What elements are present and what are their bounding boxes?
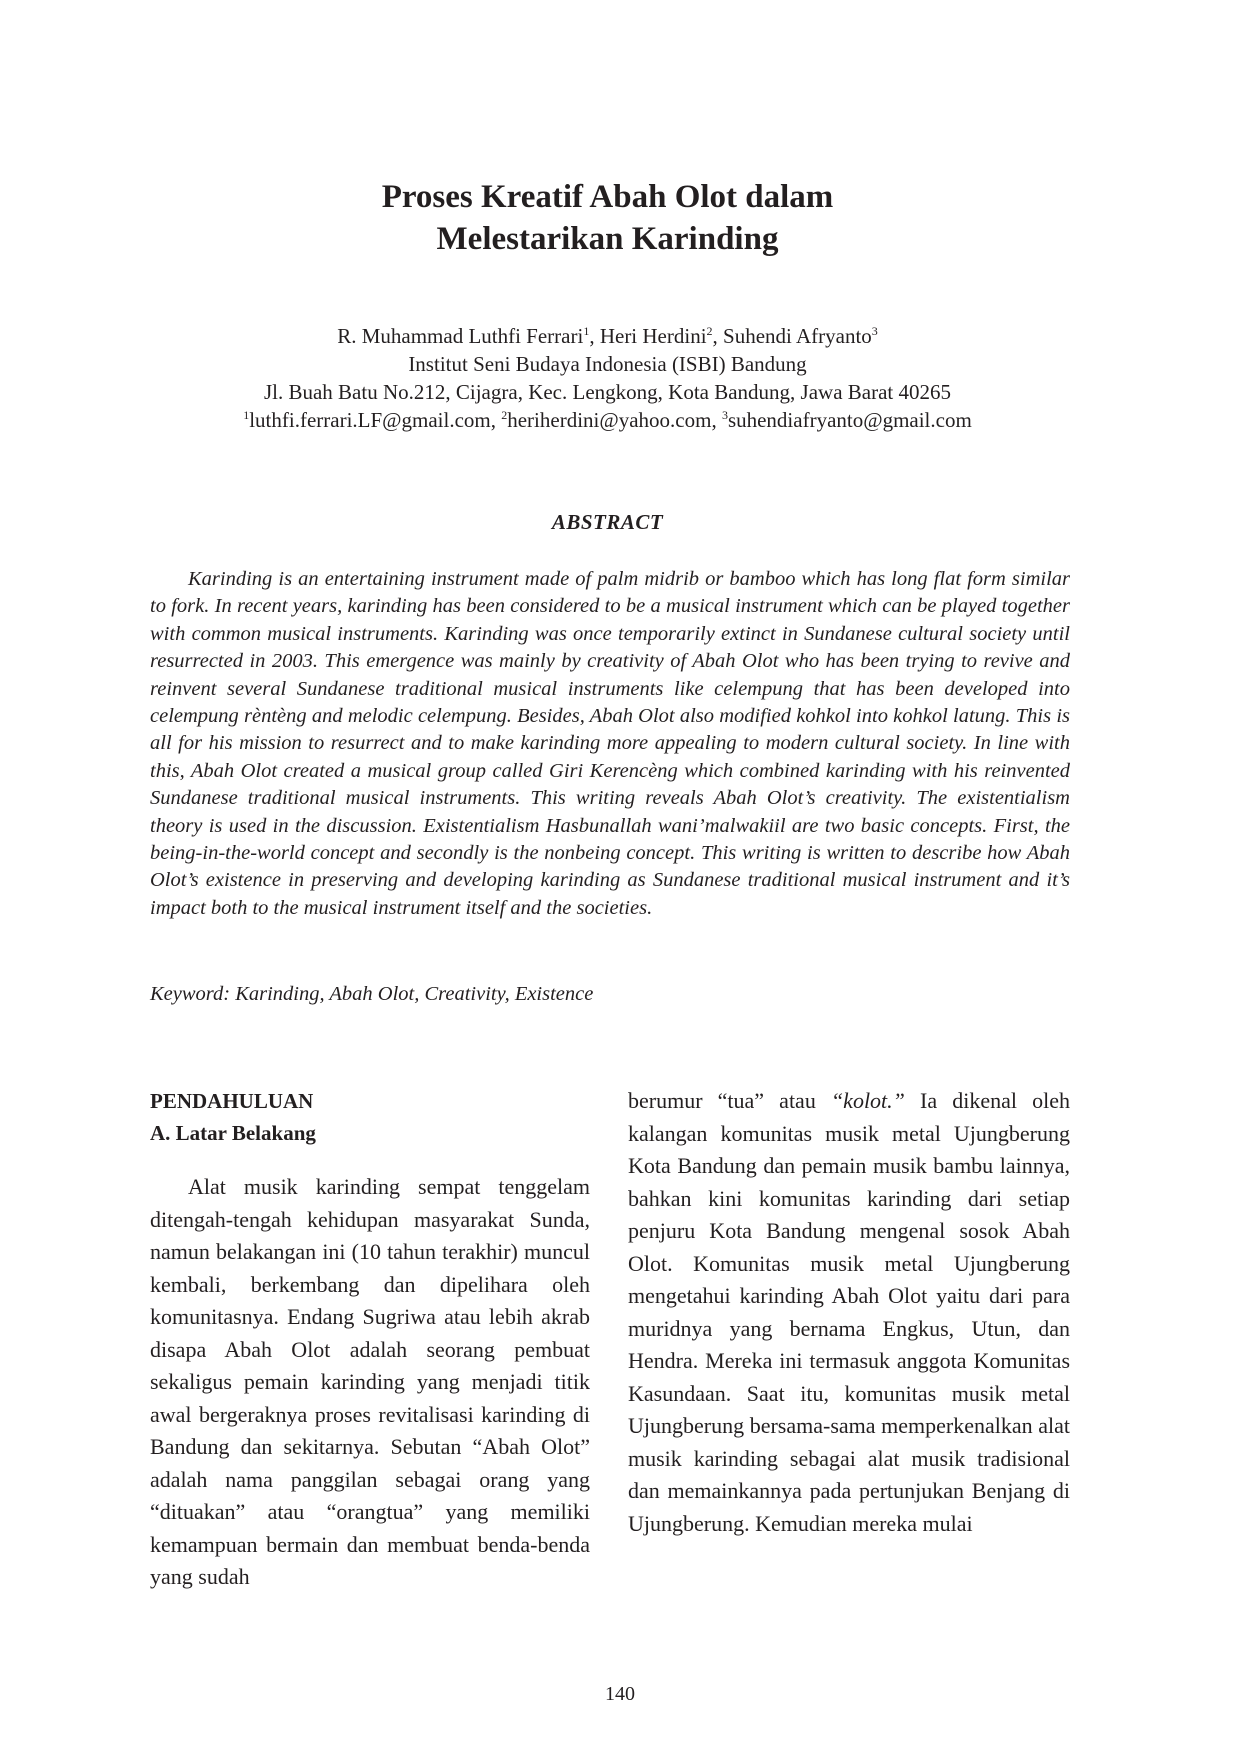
paragraph-italic-text: “kolot.”: [830, 1088, 905, 1113]
keywords: Keyword: Karinding, Abah Olot, Creativity, Existence: [150, 983, 594, 1005]
author-emails: $^1$luthfi.ferrari.LF@gmail.com, $^2$heriherdini@yahoo.com, $^3$suhendiafryanto@gmail.com: [243, 408, 972, 432]
email-mark: 3: [721, 408, 728, 422]
author-name: Suhendi Afryanto: [723, 324, 872, 348]
section-heading: PENDAHULUAN: [150, 1089, 314, 1113]
author-institution: Institut Seni Budaya Indonesia (ISBI) Bandung: [408, 352, 807, 376]
paragraph-text: berumur “tua” atau: [628, 1088, 831, 1113]
author-email: suhendiafryanto@gmail.com: [727, 408, 972, 432]
paragraph-text: Ia dikenal oleh kalangan komunitas musik metal Ujungberung Kota Bandung dan pemain musik bambu lainnya, bahkan kini komunitas karinding dari setiap penjuru Kota Bandung mengenal sosok Abah Olot. Komunitas musik metal Ujungberung mengetahui karinding Abah Olot yaitu dari para muridnya yang bernama Engkus, Utun, dan Hendra. Mereka ini termasuk anggota Komunitas Kasundaan. Saat itu, komunitas musik metal Ujungberung bersama-sama memperkenalkan alat musik karinding sebagai alat musik tradisional dan memainkannya pada pertunjukan Benjang di Ujungberung. Kemudian mereka mulai: [628, 1088, 1070, 1536]
body-column-left: [150, 1085, 590, 1594]
page-number: 140: [605, 1683, 635, 1705]
body-paragraph-left: Alat musik karinding sempat tenggelam ditengah-tengah kehidupan masyarakat Sunda, namun belakangan ini (10 tahun terakhir) muncul kembali, berkembang dan dipelihara oleh komunitasnya. Endang Sugriwa atau lebih akrab disapa Abah Olot adalah seorang pembuat sekaligus pemain karinding yang menjadi titik awal bergeraknya proses revitalisasi karinding di Bandung dan sekitarnya. Sebutan “Abah Olot” adalah nama panggilan sebagai orang yang “dituakan” atau “orangtua” yang memiliki kemampuan bermain dan membuat benda-benda yang sudah: [150, 1174, 590, 1589]
subsection-heading: A. Latar Belakang: [150, 1121, 316, 1145]
author-affiliation-mark: 2: [706, 324, 713, 338]
author-email: luthfi.ferrari.LF@gmail.com: [249, 408, 491, 432]
email-mark: 2: [501, 408, 508, 422]
paper-title-line-2: Melestarikan Karinding: [436, 221, 779, 257]
paper-title-line-1: Proses Kreatif Abah Olot dalam: [381, 179, 834, 215]
author-name: R. Muhammad Luthfi Ferrari: [337, 324, 584, 348]
author-address: Jl. Buah Batu No.212, Cijagra, Kec. Lengkong, Kota Bandung, Jawa Barat 40265: [263, 380, 952, 404]
abstract-heading: ABSTRACT: [551, 510, 664, 534]
author-names: R. Muhammad Luthfi Ferrari$^1$, Heri Herdini$^2$, Suhendi Afryanto$^3$: [337, 324, 878, 348]
author-name: Heri Herdini: [599, 324, 707, 348]
author-affiliation-mark: 3: [871, 324, 878, 338]
author-affiliation-mark: 1: [583, 324, 590, 338]
email-mark: 1: [243, 408, 250, 422]
body-column-right: [628, 1085, 1070, 1540]
abstract-text: Karinding is an entertaining instrument made of palm midrib or bamboo which has long flat form similar to fork. In recent years, karinding has been considered to be a musical instrument which can be played together with common musical instruments. Karinding was once temporarily extinct in Sundanese cultural society until resurrected in 2003. This emergence was mainly by creativity of Abah Olot who has been trying to revive and reinvent several Sundanese traditional musical instruments like celempung that has been developed into celempung rèntèng and melodic celempung. Besides, Abah Olot also modified kohkol into kohkol latung. This is all for his mission to resurrect and to make karinding more appealing to modern cultural society. In line with this, Abah Olot created a musical group called Giri Kerencèng which combined karinding with his reinvented Sundanese traditional musical instruments. This writing reveals Abah Olot’s creativity. The existentialism theory is used in the discussion. Existentialism Hasbunallah wani’malwakiil are two basic concepts. First, the being-in-the-world concept and secondly is the nonbeing concept. This writing is written to describe how Abah Olot’s existence in preserving and developing karinding as Sundanese traditional musical instrument and it’s impact both to the musical instrument itself and the societies.: [150, 568, 1070, 919]
author-email: heriherdini@yahoo.com: [507, 408, 712, 432]
author-info: [150, 322, 1065, 434]
body-paragraph-right: [628, 1085, 1070, 1540]
paper-title: [150, 176, 1065, 260]
